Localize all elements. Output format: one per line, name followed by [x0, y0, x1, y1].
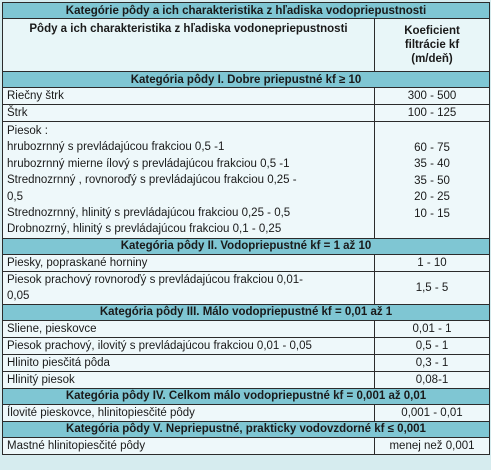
soil-name: Piesky, popraskané horniny — [3, 254, 375, 271]
group-line: Strednozrnný, hlinitý s prevládajúcou frakciou 0,25 - 0,5 — [7, 207, 291, 220]
table-wrapper — [2, 2, 489, 455]
soil-name-line1: Piesok prachový rovnoroďý s prevládajúcou frakciou 0,01- — [7, 273, 303, 286]
category-title: Kategória pôdy V. Nepriepustné, prakticky vodovzdorné kf ≤ 0,001 — [3, 421, 490, 437]
table-title-row — [3, 3, 490, 19]
header-coef-line2: filtrácie kf — [404, 39, 460, 51]
soil-name: Piesok prachový, ilovitý s prevládajúcou frakciou 0,01 - 0,05 — [3, 337, 375, 354]
header-row — [3, 19, 490, 72]
soil-name: Mastné hlinitopiesčité pôdy — [3, 437, 375, 454]
table-row — [3, 437, 490, 454]
group-line: hrubozrnný s prevládajúcou frakciou 0,5 -1 — [7, 141, 225, 154]
coefficient-value: 20 - 25 — [414, 191, 450, 204]
soil-name: Štrk — [3, 105, 375, 122]
coefficient-value: 1 - 10 — [375, 254, 490, 271]
table-row — [3, 271, 490, 304]
category-row — [3, 304, 490, 320]
coefficient-value: 0,5 - 1 — [375, 337, 490, 354]
group-line: Strednozrnný , rovnoroďý s prevládajúcou frakciou 0,25 - — [7, 174, 297, 187]
header-coefficient — [375, 19, 490, 72]
header-coef-line1: Koeficient — [404, 25, 460, 37]
table-title: Kategórie pôdy a ich charakteristika z hľadiska vodopriepustnosti — [3, 3, 490, 19]
table-row — [3, 354, 490, 371]
header-soil: Pôdy a ich charakteristika z hľadiska vodonepriepustnosti — [3, 19, 375, 72]
group-values — [375, 122, 490, 239]
table-row — [3, 105, 490, 122]
group-line: Drobnozrný, hlinitý s prevládajúcou frakciou 0,1 - 0,25 — [7, 223, 282, 236]
group-line: 0,5 — [7, 190, 23, 203]
category-row — [3, 388, 490, 404]
coefficient-value: 35 - 50 — [414, 174, 450, 187]
table-row — [3, 404, 490, 421]
table-row — [3, 337, 490, 354]
soil-name: Sliene, pieskovce — [3, 320, 375, 337]
category-title: Kategória pôdy II. Vodopriepustné kf = 1 až 10 — [3, 238, 490, 254]
table-row — [3, 88, 490, 105]
group-line: hrubozrnný mierne ílový s prevládajúcou frakciou 0,5 -1 — [7, 157, 290, 170]
category-title: Kategória pôdy III. Málo vodopriepustné kf = 0,01 až 1 — [3, 304, 490, 320]
table-row — [3, 254, 490, 271]
header-coef-line3: (m/deň) — [411, 53, 453, 65]
coefficient-value: 60 - 75 — [414, 142, 450, 154]
category-row — [3, 72, 490, 88]
soil-name: Hlinitý piesok — [3, 371, 375, 388]
soil-name-line2: 0,05 — [7, 289, 30, 302]
coefficient-value: 35 - 40 — [414, 158, 450, 171]
group-line: Piesok : — [7, 125, 48, 137]
table-row — [3, 320, 490, 337]
coefficient-value: 0,3 - 1 — [375, 354, 490, 371]
category-title: Kategória pôdy IV. Celkom málo vodopriepustné kf = 0,001 až 0,01 — [3, 388, 490, 404]
coefficient-value: 0,01 - 1 — [375, 320, 490, 337]
coefficient-value: 0,001 - 0,01 — [375, 404, 490, 421]
soil-name: Ílovité pieskovce, hlinitopiesčité pôdy — [3, 404, 375, 421]
soil-name: Riečny štrk — [3, 88, 375, 105]
soil-name: Hlinito piesčitá pôda — [3, 354, 375, 371]
category-title: Kategória pôdy I. Dobre priepustné kf ≥ 10 — [3, 72, 490, 88]
coefficient-value: menej než 0,001 — [375, 437, 490, 454]
soil-name — [3, 271, 375, 304]
permeability-table — [2, 2, 490, 455]
coefficient-value: 100 - 125 — [375, 105, 490, 122]
coefficient-value: 1,5 - 5 — [375, 271, 490, 304]
soil-group-names — [3, 122, 375, 239]
category-row — [3, 421, 490, 437]
table-row-group — [3, 122, 490, 239]
coefficient-value: 300 - 500 — [375, 88, 490, 105]
table-row — [3, 371, 490, 388]
category-row — [3, 238, 490, 254]
coefficient-value: 10 - 15 — [414, 207, 450, 220]
coefficient-value: 0,08-1 — [375, 371, 490, 388]
